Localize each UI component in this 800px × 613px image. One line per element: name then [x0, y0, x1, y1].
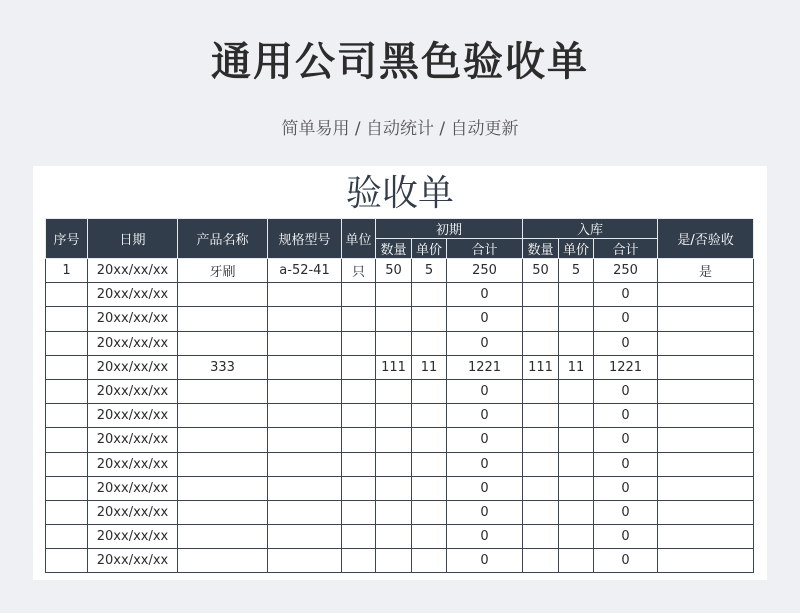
header-accepted: 是/否验收	[658, 219, 754, 259]
cell-initial-total[interactable]: 0	[447, 476, 523, 500]
cell-seq[interactable]	[46, 355, 88, 379]
cell-date[interactable]: 20xx/xx/xx	[88, 428, 178, 452]
cell-initial-qty[interactable]	[376, 379, 412, 403]
cell-accepted[interactable]	[658, 355, 754, 379]
cell-inbound-total[interactable]: 0	[594, 549, 658, 573]
cell-initial-total[interactable]: 0	[447, 331, 523, 355]
cell-product[interactable]	[178, 283, 268, 307]
table-row	[46, 283, 754, 307]
cell-initial-total[interactable]: 0	[447, 379, 523, 403]
cell-product[interactable]	[178, 452, 268, 476]
cell-inbound-price[interactable]	[559, 379, 594, 403]
cell-inbound-qty[interactable]: 50	[523, 259, 559, 283]
cell-inbound-price[interactable]	[559, 500, 594, 524]
cell-seq[interactable]	[46, 331, 88, 355]
header-initial-total: 合计	[447, 239, 523, 259]
cell-inbound-total[interactable]: 0	[594, 379, 658, 403]
cell-initial-total[interactable]: 0	[447, 525, 523, 549]
cell-inbound-price[interactable]: 5	[559, 259, 594, 283]
cell-unit[interactable]	[342, 331, 376, 355]
cell-inbound-price[interactable]	[559, 307, 594, 331]
cell-date[interactable]: 20xx/xx/xx	[88, 259, 178, 283]
cell-initial-qty[interactable]	[376, 452, 412, 476]
header-initial-price: 单价	[412, 239, 447, 259]
cell-spec[interactable]	[268, 428, 342, 452]
cell-inbound-qty[interactable]	[523, 404, 559, 428]
cell-inbound-price[interactable]	[559, 404, 594, 428]
header-unit: 单位	[342, 219, 376, 259]
header-seq: 序号	[46, 219, 88, 259]
cell-unit[interactable]	[342, 525, 376, 549]
cell-initial-total[interactable]: 0	[447, 283, 523, 307]
cell-initial-price[interactable]	[412, 283, 447, 307]
cell-spec[interactable]	[268, 525, 342, 549]
cell-unit[interactable]	[342, 452, 376, 476]
cell-initial-total[interactable]: 0	[447, 307, 523, 331]
cell-inbound-price[interactable]	[559, 331, 594, 355]
cell-date[interactable]: 20xx/xx/xx	[88, 307, 178, 331]
cell-accepted[interactable]	[658, 452, 754, 476]
cell-inbound-total[interactable]: 0	[594, 525, 658, 549]
cell-spec[interactable]: a-52-41	[268, 259, 342, 283]
cell-initial-price[interactable]	[412, 307, 447, 331]
cell-initial-total[interactable]: 0	[447, 428, 523, 452]
cell-spec[interactable]	[268, 452, 342, 476]
table-row	[46, 331, 754, 355]
cell-initial-total[interactable]: 250	[447, 259, 523, 283]
cell-inbound-price[interactable]	[559, 283, 594, 307]
cell-product[interactable]	[178, 307, 268, 331]
cell-inbound-price[interactable]: 11	[559, 355, 594, 379]
cell-initial-qty[interactable]	[376, 500, 412, 524]
cell-inbound-qty[interactable]: 111	[523, 355, 559, 379]
cell-date[interactable]: 20xx/xx/xx	[88, 476, 178, 500]
cell-unit[interactable]	[342, 283, 376, 307]
acceptance-table	[45, 218, 754, 573]
cell-initial-price[interactable]	[412, 452, 447, 476]
table-body	[46, 259, 754, 573]
header-inbound-price: 单价	[559, 239, 594, 259]
table-row	[46, 379, 754, 403]
cell-inbound-total[interactable]: 0	[594, 452, 658, 476]
cell-unit[interactable]	[342, 355, 376, 379]
table-row	[46, 404, 754, 428]
cell-initial-price[interactable]	[412, 404, 447, 428]
header-spec: 规格型号	[268, 219, 342, 259]
cell-accepted[interactable]	[658, 525, 754, 549]
cell-spec[interactable]	[268, 355, 342, 379]
cell-date[interactable]: 20xx/xx/xx	[88, 500, 178, 524]
cell-product[interactable]	[178, 476, 268, 500]
cell-inbound-qty[interactable]	[523, 307, 559, 331]
cell-initial-qty[interactable]: 50	[376, 259, 412, 283]
cell-unit[interactable]	[342, 428, 376, 452]
cell-seq[interactable]	[46, 379, 88, 403]
cell-product[interactable]	[178, 404, 268, 428]
cell-initial-qty[interactable]	[376, 476, 412, 500]
cell-product[interactable]	[178, 331, 268, 355]
cell-initial-qty[interactable]	[376, 283, 412, 307]
cell-spec[interactable]	[268, 404, 342, 428]
cell-product[interactable]	[178, 379, 268, 403]
table-row	[46, 307, 754, 331]
cell-inbound-price[interactable]	[559, 525, 594, 549]
cell-product[interactable]	[178, 549, 268, 573]
cell-product[interactable]: 牙刷	[178, 259, 268, 283]
cell-initial-qty[interactable]	[376, 428, 412, 452]
page-subtitle: 简单易用 / 自动统计 / 自动更新	[281, 119, 519, 139]
cell-seq[interactable]	[46, 452, 88, 476]
cell-initial-price[interactable]	[412, 331, 447, 355]
cell-initial-total[interactable]: 0	[447, 404, 523, 428]
cell-inbound-total[interactable]: 1221	[594, 355, 658, 379]
cell-spec[interactable]	[268, 379, 342, 403]
cell-unit[interactable]	[342, 404, 376, 428]
cell-unit[interactable]	[342, 476, 376, 500]
cell-spec[interactable]	[268, 307, 342, 331]
cell-spec[interactable]	[268, 331, 342, 355]
cell-accepted[interactable]	[658, 428, 754, 452]
table-row	[46, 525, 754, 549]
cell-spec[interactable]	[268, 500, 342, 524]
cell-seq[interactable]	[46, 307, 88, 331]
cell-initial-price[interactable]	[412, 525, 447, 549]
cell-initial-total[interactable]: 0	[447, 452, 523, 476]
cell-initial-price[interactable]	[412, 476, 447, 500]
cell-initial-price[interactable]	[412, 549, 447, 573]
cell-initial-qty[interactable]	[376, 549, 412, 573]
cell-inbound-price[interactable]	[559, 452, 594, 476]
cell-date[interactable]: 20xx/xx/xx	[88, 404, 178, 428]
cell-seq[interactable]	[46, 428, 88, 452]
table-row	[46, 549, 754, 573]
cell-product[interactable]	[178, 500, 268, 524]
cell-spec[interactable]	[268, 283, 342, 307]
cell-initial-price[interactable]	[412, 379, 447, 403]
cell-initial-price[interactable]: 11	[412, 355, 447, 379]
cell-initial-price[interactable]	[412, 428, 447, 452]
cell-inbound-total[interactable]: 0	[594, 331, 658, 355]
cell-accepted[interactable]	[658, 379, 754, 403]
acceptance-sheet	[33, 166, 767, 580]
cell-inbound-total[interactable]: 0	[594, 500, 658, 524]
cell-inbound-total[interactable]: 0	[594, 307, 658, 331]
cell-date[interactable]: 20xx/xx/xx	[88, 355, 178, 379]
cell-accepted[interactable]	[658, 283, 754, 307]
cell-accepted[interactable]: 是	[658, 259, 754, 283]
cell-unit[interactable]	[342, 500, 376, 524]
cell-inbound-total[interactable]: 0	[594, 428, 658, 452]
header-inbound: 入库	[523, 219, 658, 239]
cell-date[interactable]: 20xx/xx/xx	[88, 331, 178, 355]
cell-product[interactable]: 333	[178, 355, 268, 379]
cell-initial-qty[interactable]	[376, 404, 412, 428]
cell-date[interactable]: 20xx/xx/xx	[88, 525, 178, 549]
cell-inbound-qty[interactable]	[523, 549, 559, 573]
table-row	[46, 428, 754, 452]
cell-inbound-total[interactable]: 250	[594, 259, 658, 283]
cell-initial-qty[interactable]: 111	[376, 355, 412, 379]
cell-unit[interactable]	[342, 379, 376, 403]
header-product: 产品名称	[178, 219, 268, 259]
cell-seq[interactable]	[46, 549, 88, 573]
cell-inbound-qty[interactable]	[523, 428, 559, 452]
cell-seq[interactable]	[46, 476, 88, 500]
cell-seq[interactable]	[46, 500, 88, 524]
cell-seq[interactable]	[46, 404, 88, 428]
cell-spec[interactable]	[268, 476, 342, 500]
cell-inbound-total[interactable]: 0	[594, 476, 658, 500]
cell-inbound-qty[interactable]	[523, 476, 559, 500]
table-row	[46, 452, 754, 476]
cell-inbound-qty[interactable]	[523, 525, 559, 549]
cell-accepted[interactable]	[658, 307, 754, 331]
cell-inbound-price[interactable]	[559, 476, 594, 500]
page-title: 通用公司黑色验收单	[211, 39, 589, 85]
cell-initial-total[interactable]: 0	[447, 500, 523, 524]
cell-inbound-qty[interactable]	[523, 379, 559, 403]
cell-product[interactable]	[178, 525, 268, 549]
cell-initial-total[interactable]: 1221	[447, 355, 523, 379]
cell-initial-total[interactable]: 0	[447, 549, 523, 573]
table-row	[46, 500, 754, 524]
cell-accepted[interactable]	[658, 549, 754, 573]
cell-accepted[interactable]	[658, 331, 754, 355]
cell-initial-price[interactable]	[412, 500, 447, 524]
table-row	[46, 259, 754, 283]
header-initial: 初期	[376, 219, 523, 239]
header-date: 日期	[88, 219, 178, 259]
header-inbound-total: 合计	[594, 239, 658, 259]
cell-date[interactable]: 20xx/xx/xx	[88, 379, 178, 403]
cell-accepted[interactable]	[658, 500, 754, 524]
header-inbound-qty: 数量	[523, 239, 559, 259]
cell-accepted[interactable]	[658, 404, 754, 428]
cell-product[interactable]	[178, 428, 268, 452]
cell-initial-qty[interactable]	[376, 331, 412, 355]
cell-inbound-total[interactable]: 0	[594, 283, 658, 307]
cell-seq[interactable]: 1	[46, 259, 88, 283]
cell-initial-price[interactable]: 5	[412, 259, 447, 283]
cell-inbound-price[interactable]	[559, 549, 594, 573]
table-row	[46, 476, 754, 500]
cell-unit[interactable]	[342, 307, 376, 331]
cell-unit[interactable]	[342, 549, 376, 573]
cell-date[interactable]: 20xx/xx/xx	[88, 283, 178, 307]
cell-date[interactable]: 20xx/xx/xx	[88, 452, 178, 476]
cell-accepted[interactable]	[658, 476, 754, 500]
cell-inbound-price[interactable]	[559, 428, 594, 452]
cell-inbound-qty[interactable]	[523, 452, 559, 476]
cell-seq[interactable]	[46, 283, 88, 307]
cell-inbound-total[interactable]: 0	[594, 404, 658, 428]
header-initial-qty: 数量	[376, 239, 412, 259]
table-row	[46, 355, 754, 379]
cell-inbound-qty[interactable]	[523, 331, 559, 355]
cell-spec[interactable]	[268, 549, 342, 573]
cell-date[interactable]: 20xx/xx/xx	[88, 549, 178, 573]
sheet-title: 验收单	[345, 173, 454, 214]
cell-unit[interactable]: 只	[342, 259, 376, 283]
cell-inbound-qty[interactable]	[523, 283, 559, 307]
cell-inbound-qty[interactable]	[523, 500, 559, 524]
cell-seq[interactable]	[46, 525, 88, 549]
cell-initial-qty[interactable]	[376, 307, 412, 331]
cell-initial-qty[interactable]	[376, 525, 412, 549]
